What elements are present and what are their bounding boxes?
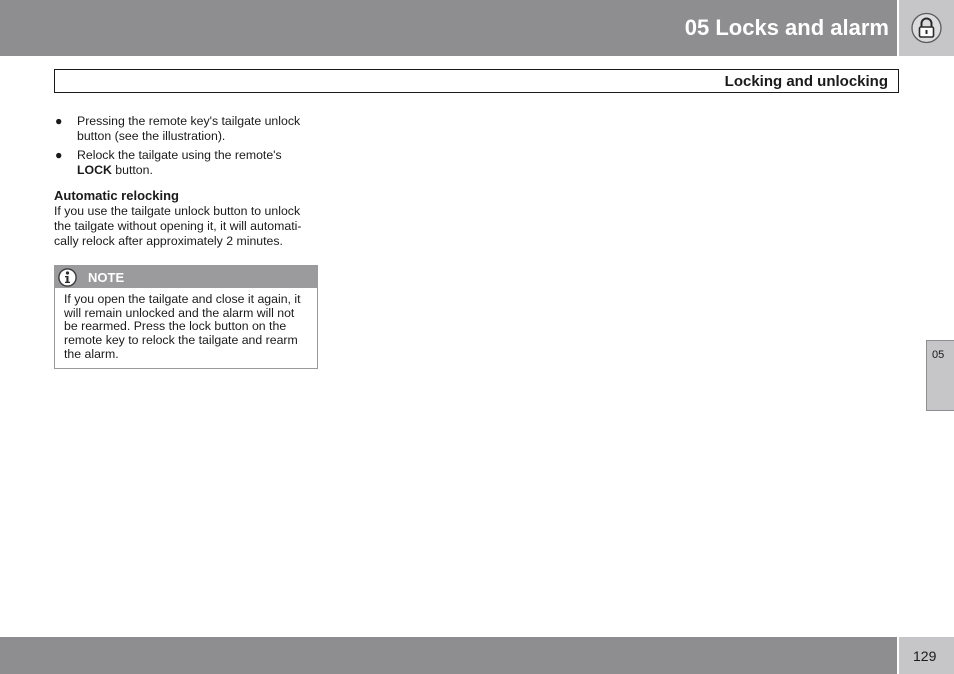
page-number-box — [899, 637, 954, 674]
side-tab-label: 05 — [932, 349, 945, 361]
subheading: Automatic relocking — [54, 188, 179, 203]
bullet-bold-lock: LOCK — [77, 163, 112, 177]
bullet-icon: ● — [55, 148, 63, 162]
bullet-text-before: Relock the tailgate using the remote's — [77, 148, 282, 162]
section-title: Locking and unlocking — [724, 73, 888, 90]
note-header — [55, 266, 317, 288]
section-header — [54, 69, 899, 93]
chapter-header-bar — [0, 0, 897, 56]
content-column — [54, 114, 318, 249]
list-item — [54, 114, 318, 144]
bullet-text-after: button. — [111, 163, 153, 177]
note-text: If you open the tailgate and close it again, it will remain unlocked and the alarm will not be rearmed. Press the lock button on the remote key to relock the tailgate and rearm the alarm. — [64, 292, 301, 361]
footer-bar — [0, 637, 897, 674]
info-icon — [58, 268, 77, 287]
note-box — [54, 265, 318, 369]
chapter-side-tab — [926, 340, 954, 411]
bullet-text: Pressing the remote key's tailgate unlock button (see the illustration). — [77, 114, 301, 143]
paragraph: If you use the tailgate unlock button to unlock the tailgate without opening it, it will automati-cally relock after approximately 2 minutes. — [54, 204, 302, 248]
list-item — [54, 148, 318, 178]
chapter-icon-box — [899, 0, 954, 56]
padlock-icon — [911, 12, 942, 44]
page-number: 129 — [913, 648, 937, 664]
note-label: NOTE — [88, 270, 125, 285]
chapter-title: 05 Locks and alarm — [684, 15, 889, 40]
bullet-icon: ● — [55, 114, 63, 128]
bullet-list — [54, 114, 318, 178]
